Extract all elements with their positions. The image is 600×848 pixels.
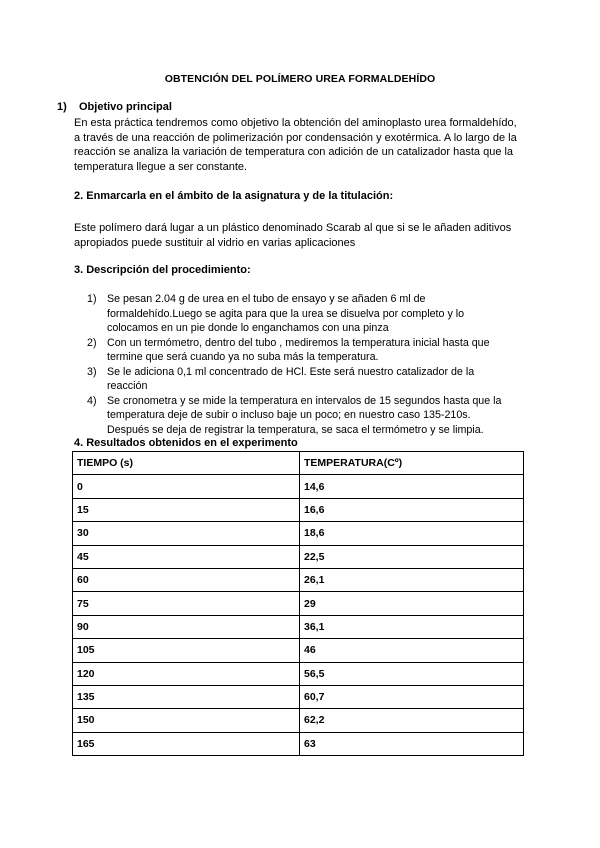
temperature-cell: 14,6 bbox=[300, 475, 524, 498]
table-row bbox=[73, 709, 524, 732]
text-line: temperatura deje de subir o incluso baje un poco; en nuestro caso 135-210s. bbox=[107, 409, 471, 421]
time-cell: 135 bbox=[73, 685, 300, 708]
temperature-cell: 46 bbox=[300, 639, 524, 662]
text-line: Este polímero dará lugar a un plástico denominado Scarab al que si se le añaden aditivos bbox=[74, 222, 512, 234]
section-3-heading: 3. Descripción del procedimiento: bbox=[74, 264, 251, 276]
list-item bbox=[87, 292, 532, 336]
list-item bbox=[87, 336, 532, 365]
table-row bbox=[73, 475, 524, 498]
step-number: 2) bbox=[87, 336, 97, 349]
temperature-cell: 36,1 bbox=[300, 615, 524, 638]
time-cell: 75 bbox=[73, 592, 300, 615]
table-row bbox=[73, 732, 524, 755]
temperature-cell: 16,6 bbox=[300, 498, 524, 521]
temperature-cell: 56,5 bbox=[300, 662, 524, 685]
temperature-cell: 62,2 bbox=[300, 709, 524, 732]
time-cell: 60 bbox=[73, 568, 300, 591]
section-1-title: Objetivo principal bbox=[79, 101, 172, 113]
step-number: 3) bbox=[87, 365, 97, 378]
text-line: termine que será cuando ya no suba más la temperatura. bbox=[107, 351, 379, 363]
table-row bbox=[73, 522, 524, 545]
table-row bbox=[73, 568, 524, 591]
text-line: Se le adiciona 0,1 ml concentrado de HCl. Este será nuestro catalizador de la bbox=[107, 365, 475, 378]
time-cell: 120 bbox=[73, 662, 300, 685]
section-1-body bbox=[74, 116, 544, 174]
table-row bbox=[73, 498, 524, 521]
time-cell: 105 bbox=[73, 639, 300, 662]
column-header-temperature: TEMPERATURA(Cº) bbox=[300, 452, 524, 475]
table-row bbox=[73, 662, 524, 685]
results-table bbox=[72, 451, 524, 756]
time-cell: 45 bbox=[73, 545, 300, 568]
text-line: Después se deja de registrar la temperatura, se saca el termómetro y se limpia. bbox=[107, 423, 484, 436]
text-line: a través de una reacción de polimerización por condensación y exotérmica. A lo largo de la bbox=[74, 131, 517, 144]
time-cell: 90 bbox=[73, 615, 300, 638]
table-header-row bbox=[73, 452, 524, 475]
table-row bbox=[73, 545, 524, 568]
text-line: Se pesan 2.04 g de urea en el tubo de ensayo y se añaden 6 ml de bbox=[107, 293, 426, 305]
text-line: colocamos en un pie donde lo enganchamos con una pinza bbox=[107, 322, 389, 334]
table-row bbox=[73, 615, 524, 638]
table-row bbox=[73, 592, 524, 615]
time-cell: 15 bbox=[73, 498, 300, 521]
step-number: 1) bbox=[87, 293, 97, 305]
text-line: Con un termómetro, dentro del tubo , mediremos la temperatura inicial hasta que bbox=[107, 336, 490, 349]
time-cell: 150 bbox=[73, 709, 300, 732]
section-2-body bbox=[74, 221, 544, 250]
time-cell: 30 bbox=[73, 522, 300, 545]
text-line: En esta práctica tendremos como objetivo la obtención del aminoplasto urea formaldehído, bbox=[74, 117, 517, 129]
step-number: 4) bbox=[87, 394, 97, 407]
text-line: formaldehído.Luego se agita para que la urea se disuelva por completo y lo bbox=[107, 307, 465, 320]
list-item bbox=[87, 394, 532, 438]
temperature-cell: 26,1 bbox=[300, 568, 524, 591]
section-1-number: 1) bbox=[57, 101, 67, 113]
table-row bbox=[73, 639, 524, 662]
column-header-time: TIEMPO (s) bbox=[73, 452, 300, 475]
text-line: apropiados puede sustituir al vidrio en varias aplicaciones bbox=[74, 236, 356, 249]
document-title: OBTENCIÓN DEL POLÍMERO UREA FORMALDEHÍDO bbox=[164, 73, 436, 85]
table-row bbox=[73, 685, 524, 708]
temperature-cell: 60,7 bbox=[300, 685, 524, 708]
time-cell: 0 bbox=[73, 475, 300, 498]
text-line: temperatura llegue a ser constante. bbox=[74, 160, 248, 173]
text-line: Se cronometra y se mide la temperatura en intervalos de 15 segundos hasta que la bbox=[107, 394, 502, 407]
section-4-heading: 4. Resultados obtenidos en el experimento bbox=[74, 437, 298, 449]
procedure-list bbox=[87, 292, 532, 437]
temperature-cell: 63 bbox=[300, 732, 524, 755]
temperature-cell: 22,5 bbox=[300, 545, 524, 568]
list-item bbox=[87, 365, 532, 394]
section-1-heading bbox=[57, 101, 172, 113]
time-cell: 165 bbox=[73, 732, 300, 755]
text-line: reacción se analiza la variación de temperatura con adición de un catalizador hasta que la bbox=[74, 146, 514, 158]
temperature-cell: 18,6 bbox=[300, 522, 524, 545]
text-line: reacción bbox=[107, 380, 148, 392]
section-2-heading: 2. Enmarcarla en el ámbito de la asignatura y de la titulación: bbox=[74, 190, 394, 202]
temperature-cell: 29 bbox=[300, 592, 524, 615]
